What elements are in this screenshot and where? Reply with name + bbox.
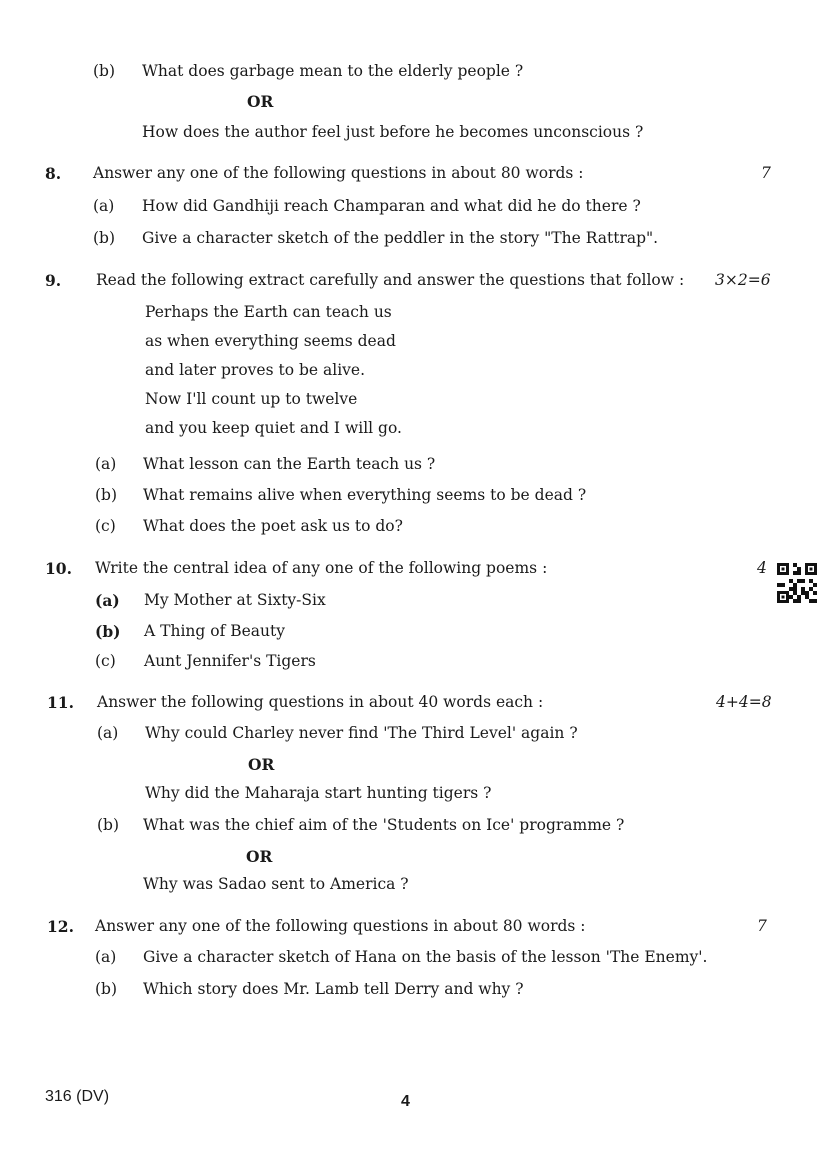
q11a-or: OR: [248, 755, 275, 774]
q12b-text: Which story does Mr. Lamb tell Derry and why ?: [143, 980, 524, 998]
q11b-or: OR: [246, 847, 273, 866]
q9b-text: What remains alive when everything seems to be dead ?: [143, 486, 587, 504]
q11-number: 11.: [47, 693, 74, 712]
qr-code-icon: [777, 563, 817, 603]
q9-poem-line-4: Now I'll count up to twelve: [145, 390, 358, 408]
q10c-text: Aunt Jennifer's Tigers: [144, 652, 316, 670]
q12b-label: (b): [95, 980, 118, 998]
q12a-label: (a): [95, 948, 117, 966]
q11b-text: What was the chief aim of the 'Students on Ice' programme ?: [143, 816, 625, 834]
q9-instruction: Read the following extract carefully and answer the questions that follow :: [96, 271, 685, 289]
q11a-alt-text: Why did the Maharaja start hunting tigers ?: [145, 784, 492, 802]
q9c-text: What does the poet ask us to do?: [143, 517, 403, 535]
q9a-text: What lesson can the Earth teach us ?: [143, 455, 436, 473]
page-number: 4: [401, 1093, 410, 1110]
q12-number: 12.: [47, 917, 74, 936]
q12-instruction: Answer any one of the following questions in about 80 words :: [95, 917, 586, 935]
q12a-text: Give a character sketch of Hana on the basis of the lesson 'The Enemy'.: [143, 948, 708, 966]
q9c-label: (c): [95, 517, 116, 535]
q10b-text: A Thing of Beauty: [144, 622, 285, 640]
q10b-label: (b): [95, 622, 121, 641]
q7b-or: OR: [247, 92, 274, 111]
q9-number: 9.: [45, 271, 62, 290]
q11-instruction: Answer the following questions in about 40 words each :: [97, 693, 544, 711]
q12-marks: 7: [757, 917, 767, 935]
q8a-text: How did Gandhiji reach Champaran and what did he do there ?: [142, 197, 641, 215]
q10-marks: 4: [757, 559, 767, 577]
q11b-label: (b): [97, 816, 120, 834]
q10-instruction: Write the central idea of any one of the following poems :: [95, 559, 548, 577]
q8-marks: 7: [761, 164, 771, 182]
q9-poem-line-1: Perhaps the Earth can teach us: [145, 303, 392, 321]
q11a-text: Why could Charley never find 'The Third Level' again ?: [145, 724, 578, 742]
q7b-text: What does garbage mean to the elderly people ?: [142, 62, 524, 80]
q8-number: 8.: [45, 164, 62, 183]
q8-instruction: Answer any one of the following questions in about 80 words :: [93, 164, 584, 182]
q10a-label: (a): [95, 591, 120, 610]
q9-poem-line-3: and later proves to be alive.: [145, 361, 366, 379]
paper-code: 316 (DV): [45, 1088, 110, 1105]
q7b-label: (b): [93, 62, 116, 80]
q9-marks: 3×2=6: [715, 271, 771, 289]
q9a-label: (a): [95, 455, 117, 473]
q8b-text: Give a character sketch of the peddler in the story "The Rattrap".: [142, 229, 659, 247]
q11a-label: (a): [97, 724, 119, 742]
q10c-label: (c): [95, 652, 116, 670]
q8a-label: (a): [93, 197, 115, 215]
q10-number: 10.: [45, 559, 72, 578]
q8b-label: (b): [93, 229, 116, 247]
q9-poem-line-5: and you keep quiet and I will go.: [145, 419, 402, 437]
q7b-alt-text: How does the author feel just before he becomes unconscious ?: [142, 123, 644, 141]
q9b-label: (b): [95, 486, 118, 504]
q9-poem-line-2: as when everything seems dead: [145, 332, 396, 350]
q11b-alt-text: Why was Sadao sent to America ?: [143, 875, 409, 893]
q11-marks: 4+4=8: [716, 693, 772, 711]
q10a-text: My Mother at Sixty-Six: [144, 591, 326, 609]
